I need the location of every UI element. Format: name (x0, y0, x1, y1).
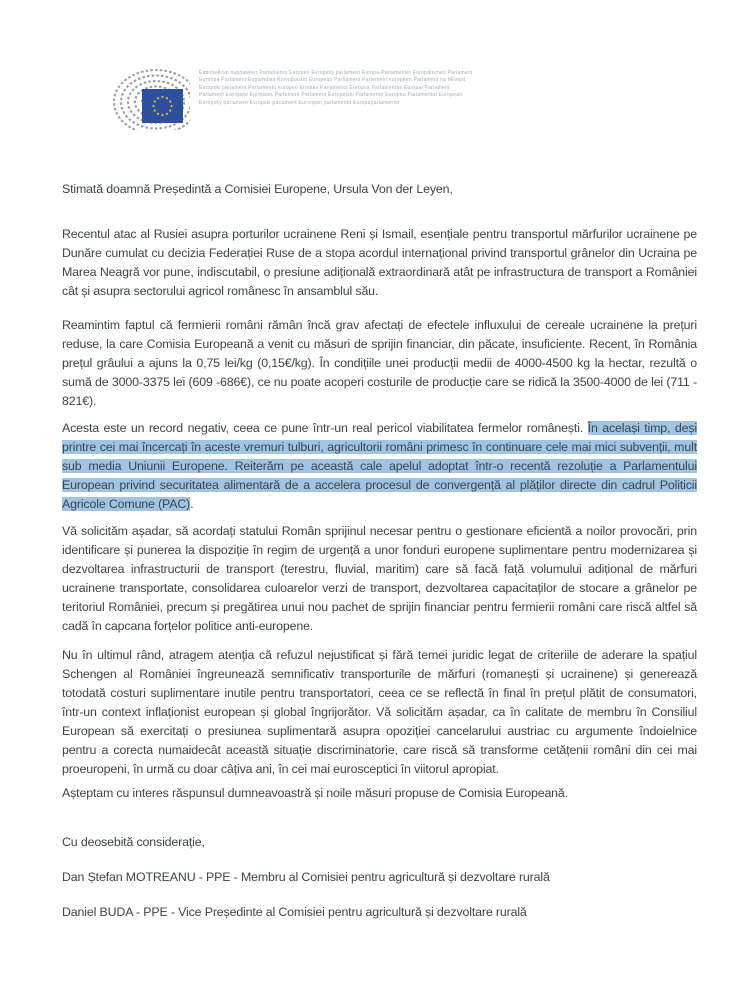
letter-paragraph (62, 225, 697, 301)
wordmark-line: Európsky parlament Evropski parlament Euroopan parlamentti Europaparlamentet (199, 99, 400, 106)
closing-formula: Cu deosebită considerație, (62, 835, 205, 849)
eu-flag-star (169, 109, 171, 111)
eu-flag-star (169, 100, 171, 102)
wordmark-line: Euroopa Parlament Ευρωπαϊκό Κοινοβούλιο European Parliament Parlement européen Parlaimint na hEorpa (199, 77, 466, 84)
paragraph-text: Acesta este un record negativ, ceea ce pune într-un real pericol viabilitatea fermelor românești. (62, 421, 588, 435)
eu-flag-star (166, 113, 168, 115)
paragraph-text: Vă solicităm așadar, să acordați statului Român sprijinul necesar pentru o gestionare eficientă a noilor provocări, prin identificare și punerea la dispoziție în regim de urgență a unor fonduri europene suplimentare pentru modernizarea și dezvoltarea infrastructurii de transport (terestru, fluvial, maritim) care să facă față volumului adițional de mărfuri ucrainene transportate, consolidarea culoarelor verzi de transport, dezvoltarea capacitaților de stocare a grânelor pe teritoriul României, precum și pregătirea unui nou pachet de sprijin financiar pentru fermierii români care riscă altfel să cadă în capcana forțelor politice anti-europene. (62, 524, 697, 633)
ep-wordmark-multilingual (199, 70, 473, 107)
eu-flag-star (161, 96, 163, 98)
eu-flag-star (157, 97, 159, 99)
eu-flag-star (154, 109, 156, 111)
eu-flag-star (154, 100, 156, 102)
letter-paragraph (62, 316, 697, 411)
eu-flag-star (152, 105, 154, 107)
wordmark-line: Europski parlament Parlamento europeo Eiropas Parlaments Europos Parlamentas Európai Parlament (199, 84, 450, 91)
paragraph-text: Recentul atac al Rusiei asupra porturilor ucrainene Reni și Ismail, esențiale pentru transportul mărfurilor ucrainene pe Dunăre cumulat cu decizia Federației Ruse de a stopa acordul internațional privind transportul grânelor din Ucraina pe Marea Neagră vor pune, indiscutabil, o presiune adițională extraordinară atât pe infrastructura de transport a României cât și asupra sectorului agricol românesc în ansamblul său. (62, 227, 697, 298)
salutation: Stimată doamnă Președintă a Comisiei Europene, Ursula Von der Leyen, (62, 182, 453, 196)
letter-paragraph (62, 646, 697, 779)
letter-body (62, 180, 697, 938)
letter-paragraphs (62, 225, 697, 779)
paragraph-text: . (190, 497, 194, 511)
paragraph-text: Reamintim faptul că fermierii români rămân încă grav afectați de efectele influxului de cereale ucrainene la prețuri reduse, la care Comisia Europeană a venit cu măsuri de sprijin financiar, din păcate, insuficiente. Recent, în România prețul grâului a ajuns la 0,75 lei/kg (0,15€/kg). În condițiile unei producții medii de 4000-4500 kg la hectar, rezultă o sumă de 3000-3375 lei (609 -686€), ce nu poate acoperi costurile de producție care se ridică la 3500-4000 de lei (711 - 821€). (62, 318, 697, 408)
highlighted-text: În același timp, deși printre cei mai încercați în aceste vremuri tulburi, agricultorii români primesc în continuare cele mai mici subvenții, mult sub media Uniunii Europene. Reiterăm pe această cale apelul adoptat într-o recentă rezoluție a Parlamentului European privind securitatea alimentară de a accelera procesul de convergență al plăților directe din cadrul Politicii Agricole Comune (PAC) (62, 421, 697, 511)
eu-flag (142, 89, 183, 123)
letter-paragraph (62, 522, 697, 636)
paragraph-text: Nu în ultimul rând, atragem atenția că refuzul nejustificat și fără temei juridic legat de criteriile de aderare la spațiul Schengen al României îngreunează semnificativ transporturile de mărfuri (romanești și ucrainene) și generează totodată costuri suplimentare inutile pentru transportatori, ceea ce se reflectă în final în prețul plătit de consumatori, într-un context inflaționist european și global îngrijorător. Vă solicităm așadar, ca în calitate de membru în Consiliul European să exercitați o presiunea suplimentară asupra opoziției cancelarului austriac cu argumente îndoielnice pentru a corecta numaidecât această situație discriminatorie, care riscă să transforme cetățenii români din cei mai proeuropeni, în urmă cu doar câțiva ani, în cei mai eurosceptici în viitorul apropiat. (62, 648, 697, 776)
ep-letterhead (98, 64, 473, 130)
eu-flag-star (161, 114, 163, 116)
wordmark-line: Европейски парламент Parlamento Europeo Evropský parlament Europa-Parlamentet Europäisches Parlament (199, 70, 473, 76)
eu-flag-star (157, 113, 159, 115)
eu-flag-star (166, 97, 168, 99)
wordmark-line: Parlament Ewropew Europees Parlement Parlament Europejski Parlamento Europeu Parlamentul European (199, 92, 463, 99)
letter-paragraph (62, 419, 697, 514)
signature-motreanu: Dan Ștefan MOTREANU - PPE - Membru al Comisiei pentru agricultură și dezvoltare rurală (62, 870, 550, 884)
eu-flag-star (170, 105, 172, 107)
await-response-line: Așteptam cu interes răspunsul dumneavoastră și noile măsuri propuse de Comisia Europeană. (62, 786, 568, 800)
ep-hemicycle-flag-icon (98, 64, 190, 130)
european-parliament-logo (98, 64, 190, 130)
signature-buda: Daniel BUDA - PPE - Vice Președinte al Comisiei pentru agricultură și dezvoltare rurală (62, 905, 527, 919)
